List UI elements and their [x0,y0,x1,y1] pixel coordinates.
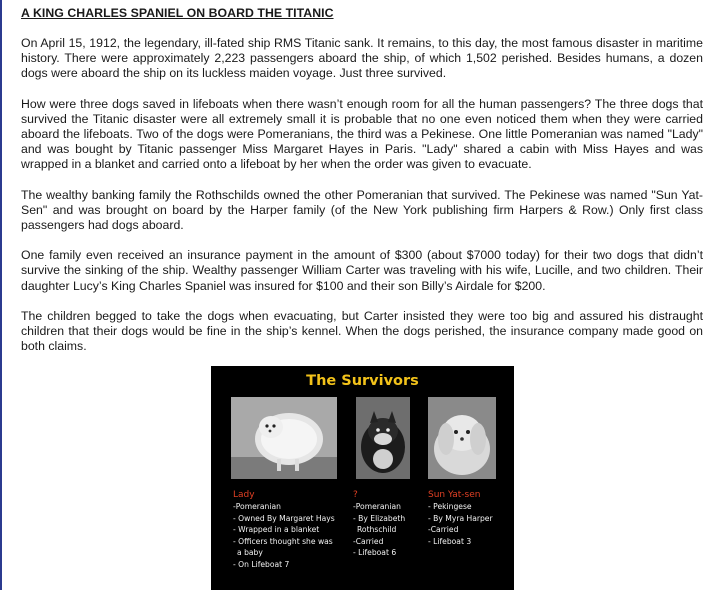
article-paragraph: One family even received an insurance payment in the amount of $300 (about $7000 today) for their two dogs that didn’t survive the sinking of the ship. Wealthy passenger William Carter was traveling with his wife, Lucille, and two children. Their daughter Lucy’s King Charles Spaniel was insured for $100 and their son Billy’s Airdale for $200. [21,248,703,293]
dog-detail: - By Elizabeth [353,513,406,523]
article-paragraph: How were three dogs saved in lifeboats when there wasn’t enough room for all the human passengers? The three dogs that survived the Titanic disaster were all extremely small it is probable that no one even noticed them when they were carried aboard the lifeboats. Two of the dogs were Pomeranians, the third was a Pekinese. One little Pomeranian was named "Lady" and was bought by Titanic passenger Miss Margaret Hayes in Paris. "Lady" shared a cabin with Miss Hayes and was wrapped in a blanket and carried onto a lifeboat by her when the order was given to evacuate. [21,96,703,172]
dog-detail: -Carried [353,536,384,546]
sun-yat-sen-dog-photo [428,397,496,479]
left-border [0,0,2,590]
sun-yat-sen-caption [428,490,512,547]
unknown-dog-caption [353,490,425,559]
dog-name: Sun Yat-sen [428,490,481,500]
dog-detail: - Pekingese [428,502,472,511]
dog-name: Lady [233,490,255,500]
dog-detail: -Carried [428,525,459,535]
dog-detail: - Owned By Margaret Hays [233,513,335,523]
dog-detail: - Officers thought she was [233,536,333,546]
dog-detail: Rothschild [357,525,397,535]
survivors-title: The Survivors [306,373,419,389]
unknown-dog-photo [356,397,410,479]
dog-detail: - By Myra Harper [428,513,493,523]
dog-detail: - Lifeboat 6 [353,548,397,558]
dog-name: ? [353,490,358,500]
dog-detail: - On Lifeboat 7 [233,559,290,569]
dog-detail: -Pomeranian [353,502,401,511]
dog-detail: - Wrapped in a blanket [233,525,320,535]
lady-caption [233,490,353,571]
article-paragraph: The wealthy banking family the Rothschilds owned the other Pomeranian that survived. The Pekinese was named "Sun Yat-Sen" and was brought on board by the Harper family (of the New York publishing firm Harpers & Row.) Only first class passengers had dogs aboard. [21,187,703,233]
article [21,6,703,369]
lady-dog-photo [231,397,337,479]
article-paragraph: On April 15, 1912, the legendary, ill-fated ship RMS Titanic sank. It remains, to this day, the most famous disaster in maritime history. There were approximately 2,223 passengers aboard the ship, of which 1,502 perished. Besides humans, a dozen dogs were aboard the ship on its luckless maiden voyage. Just three survived. [21,36,703,81]
article-headline: A KING CHARLES SPANIEL ON BOARD THE TITANIC [21,6,334,20]
dog-detail: -Pomeranian [233,502,281,511]
survivors-image [211,366,514,590]
dog-detail: a baby [237,548,263,558]
dog-detail: - Lifeboat 3 [428,536,472,546]
article-paragraph: The children begged to take the dogs when evacuating, but Carter insisted they were too big and assured his distraught children that their dogs would be fine in the ship’s kennel. When the dogs perished, the insurance company made good on both claims. [21,308,703,354]
